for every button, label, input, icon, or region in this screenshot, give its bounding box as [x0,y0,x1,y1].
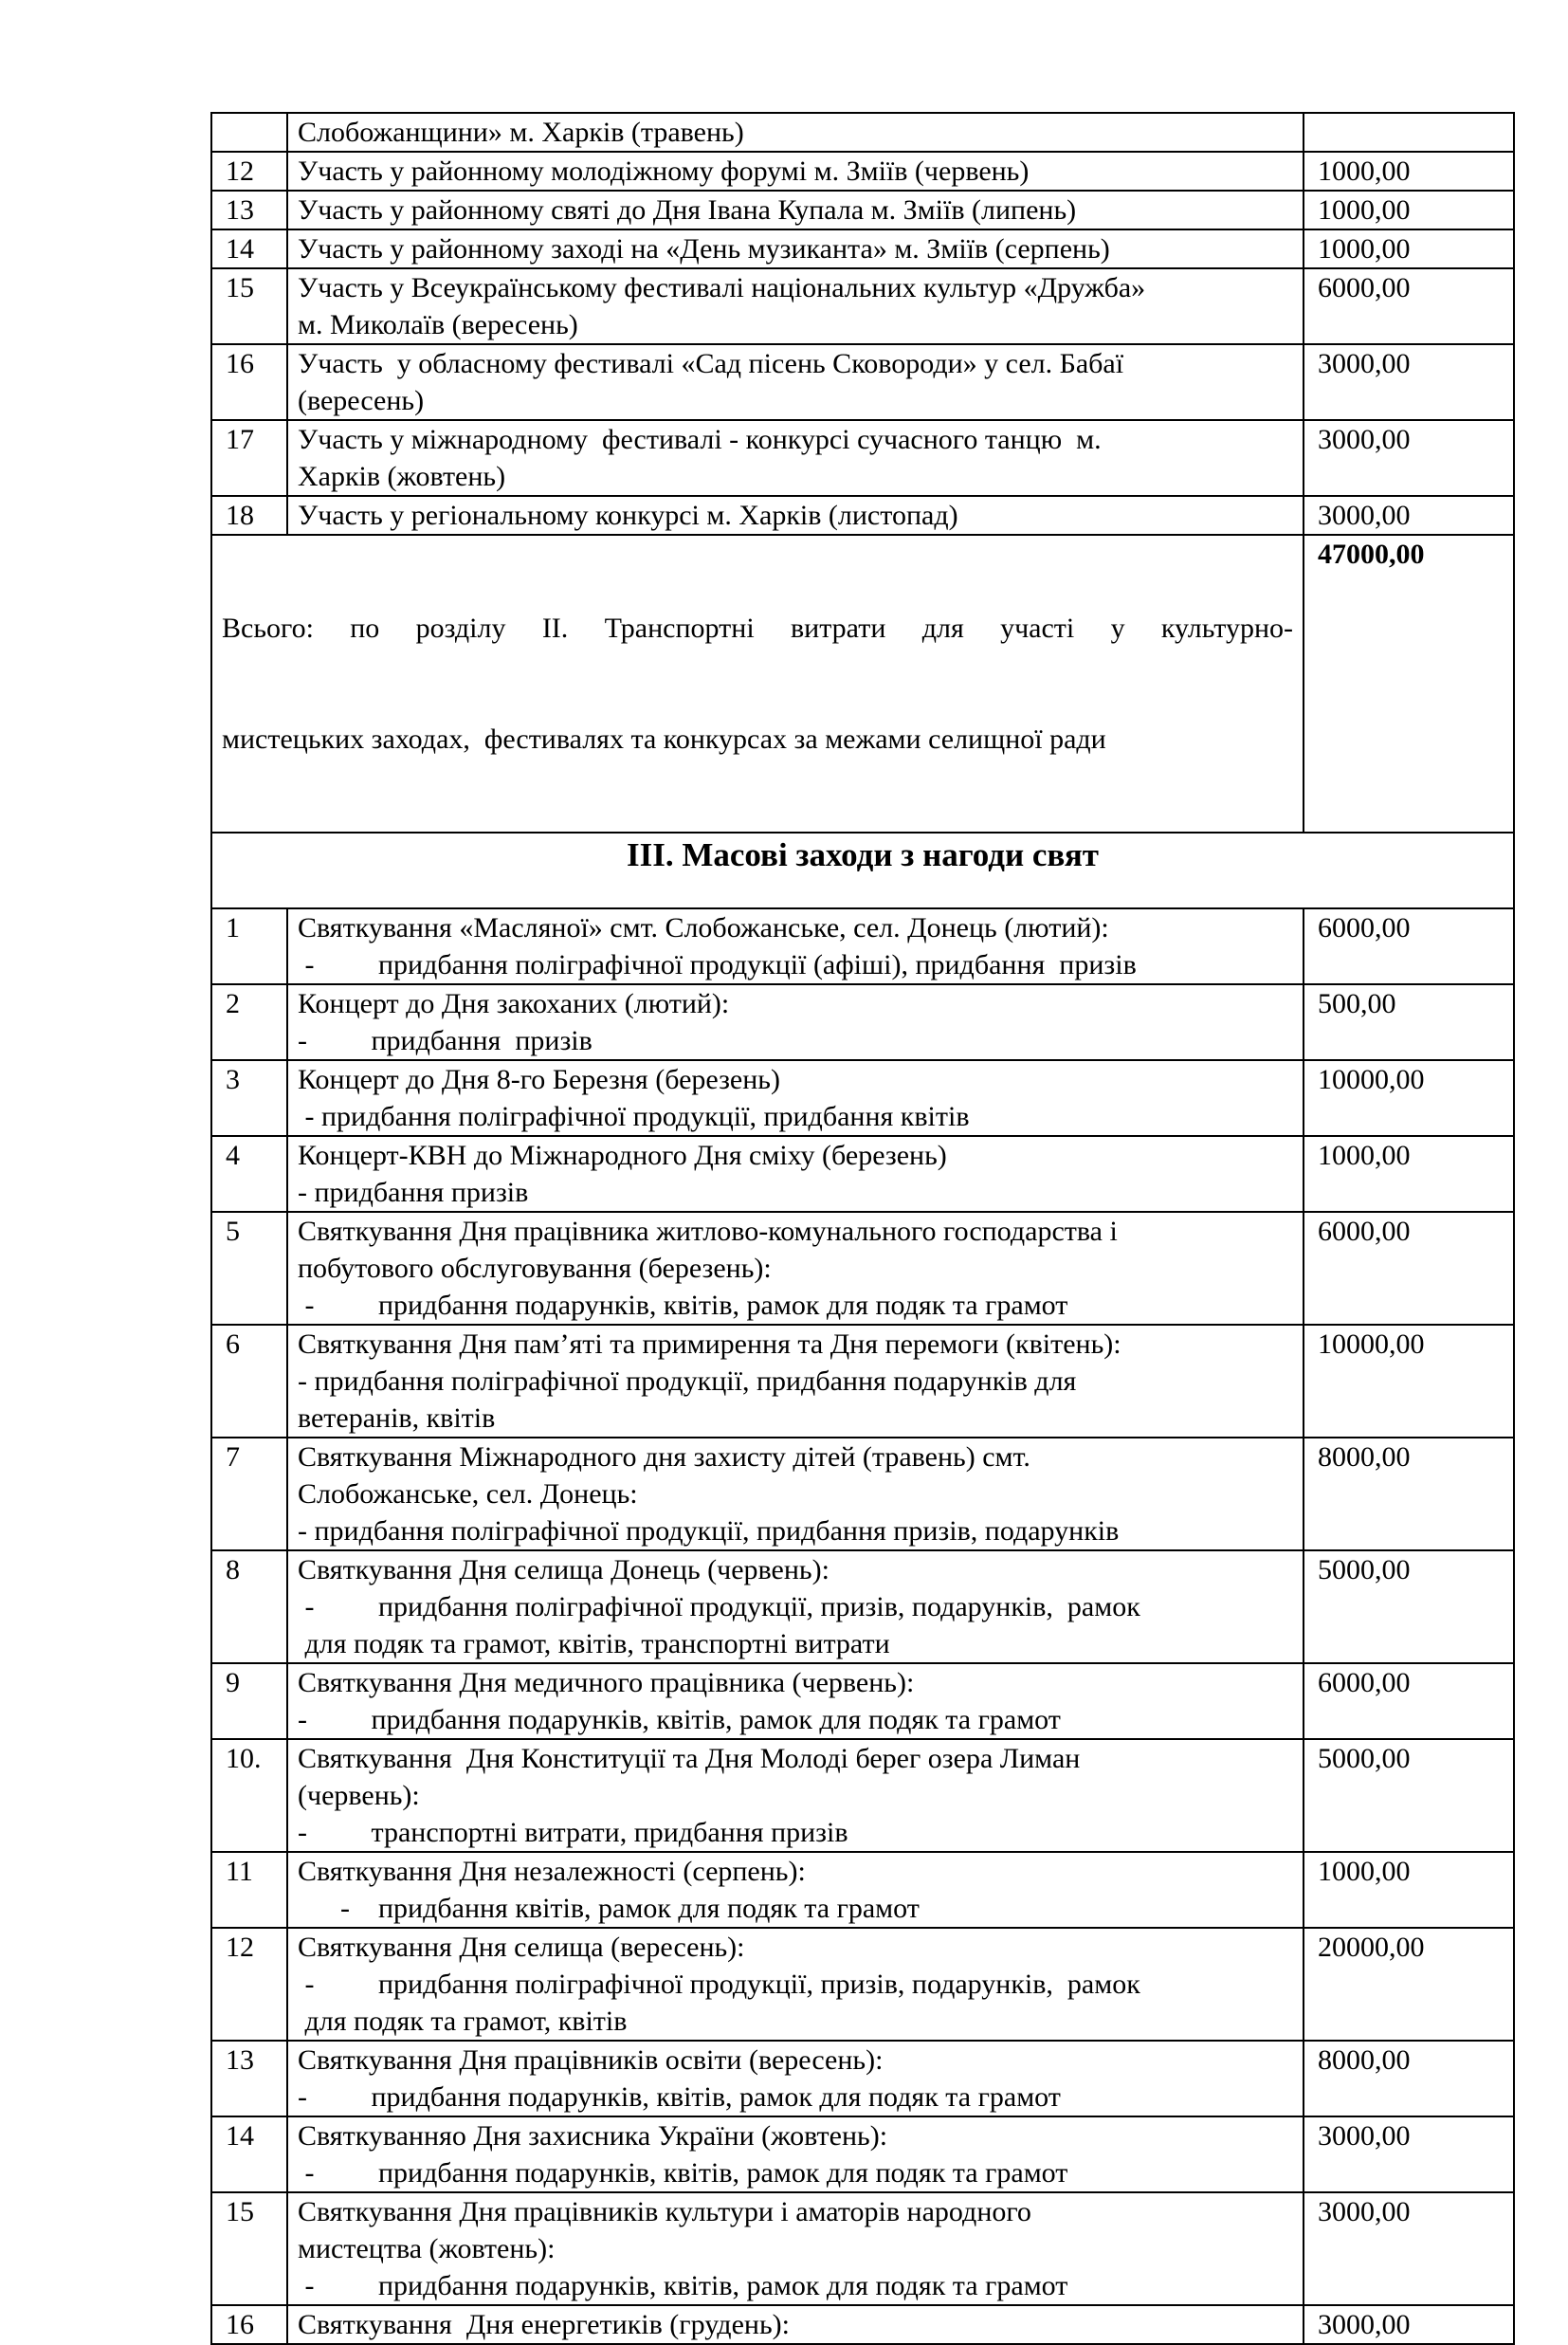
row-description [287,1325,1304,1438]
description-line: - придбання поліграфічної продукції, придбання призів, подарунків [298,1515,1120,1547]
row-number: 10. [211,1739,287,1852]
description-line: Святкування Дня селища (вересень): [298,1932,745,1963]
row-amount: 5000,00 [1304,1550,1514,1663]
table-row [211,1060,1514,1136]
row-amount: 1000,00 [1304,1852,1514,1928]
row-number: 13 [211,2041,287,2116]
description-line: - придбання подарунків, квітів, рамок для подяк та грамот [298,2081,1061,2113]
row-amount: 10000,00 [1304,1060,1514,1136]
table-row [211,152,1514,191]
row-description [287,1136,1304,1212]
row-amount: 1000,00 [1304,229,1514,268]
description-line: Святкування Дня медичного працівника (червень): [298,1667,915,1698]
description-line: для подяк та грамот, квітів [298,2006,628,2037]
description-line: Концерт до Дня закоханих (лютий): [298,988,730,1019]
table-row [211,1212,1514,1325]
description-line: Участь у районному молодіжному форумі м. Зміїв (червень) [298,156,1030,187]
description-line: Участь у обласному фестивалі «Сад пісень Сковороди» у сел. Бабаї [298,348,1124,379]
row-number: 8 [211,1550,287,1663]
row-description [287,496,1304,535]
description-line: - транспортні витрати, придбання призів [298,1817,848,1848]
row-number [211,113,287,152]
description-line: м. Миколаїв (вересень) [298,309,578,340]
table-row [211,113,1514,152]
description-line: Святкування Міжнародного дня захисту дітей (травень) смт. [298,1441,1030,1473]
description-line: - придбання подарунків, квітів, рамок для подяк та грамот [298,2157,1068,2189]
row-amount: 8000,00 [1304,1438,1514,1550]
row-description [287,420,1304,496]
table-row [211,1438,1514,1550]
row-amount: 500,00 [1304,984,1514,1060]
row-amount: 3000,00 [1304,496,1514,535]
row-number: 15 [211,2192,287,2305]
description-line: (червень): [298,1780,420,1811]
document-page [210,112,1513,2345]
table-body-section-2 [211,113,1514,535]
total-amount: 47000,00 [1304,535,1514,833]
table-row [211,268,1514,344]
table-row [211,1928,1514,2041]
table-section-head [211,833,1514,908]
row-description [287,229,1304,268]
table-row [211,984,1514,1060]
row-amount: 6000,00 [1304,1212,1514,1325]
table-row [211,1136,1514,1212]
row-amount: 20000,00 [1304,1928,1514,2041]
description-line: Участь у міжнародному фестивалі - конкурсі сучасного танцю м. [298,424,1102,455]
table-row [211,2192,1514,2305]
description-line: Слобожанщини» м. Харків (травень) [298,117,744,148]
row-amount: 5000,00 [1304,1739,1514,1852]
total-text [211,535,1304,833]
table-row [211,1325,1514,1438]
row-description [287,2116,1304,2192]
table-row [211,2041,1514,2116]
row-description [287,2192,1304,2305]
description-line: мистецтва (жовтень): [298,2233,556,2264]
table-row [211,229,1514,268]
table-row [211,344,1514,420]
description-line: (вересень) [298,385,425,416]
row-number: 6 [211,1325,287,1438]
description-line: Святкування Дня незалежності (серпень): [298,1856,806,1887]
description-line: - придбання подарунків, квітів, рамок для подяк та грамот [298,2270,1068,2301]
description-line: - придбання поліграфічної продукції, придбання квітів [298,1101,970,1132]
description-line: для подяк та грамот, квітів, транспортні витрати [298,1628,890,1659]
row-number: 17 [211,420,287,496]
row-number: 15 [211,268,287,344]
row-number: 12 [211,1928,287,2041]
description-line: Участь у регіональному конкурсі м. Харків (листопад) [298,500,958,531]
budget-table [210,112,1515,2345]
row-number: 14 [211,229,287,268]
description-line: - придбання призів [298,1177,529,1208]
row-amount: 10000,00 [1304,1325,1514,1438]
row-description [287,908,1304,984]
description-line: - придбання поліграфічної продукції (афіші), придбання призів [298,949,1137,980]
description-line: - придбання поліграфічної продукції, призів, подарунків, рамок [298,1969,1140,2000]
description-line: Святкування Дня працівників культури і аматорів народного [298,2196,1031,2227]
description-line: - придбання поліграфічної продукції, призів, подарунків, рамок [298,1591,1140,1622]
description-line: побутового обслуговування (березень): [298,1253,772,1284]
table-row [211,420,1514,496]
row-number: 11 [211,1852,287,1928]
table-row [211,1739,1514,1852]
table-body-section-3 [211,908,1514,2344]
row-description [287,2041,1304,2116]
row-number: 16 [211,2305,287,2344]
table-row [211,1852,1514,1928]
row-amount: 1000,00 [1304,191,1514,229]
total-line-2: мистецьких заходах, фестивалях та конкурсах за межами селищної ради [222,724,1106,755]
row-number: 16 [211,344,287,420]
description-line: - придбання поліграфічної продукції, придбання подарунків для [298,1365,1077,1397]
row-amount: 6000,00 [1304,1663,1514,1739]
table-row [211,1663,1514,1739]
total-row [211,535,1514,833]
row-number: 13 [211,191,287,229]
row-description [287,984,1304,1060]
description-line: Участь у районному святі до Дня Івана Купала м. Зміїв (липень) [298,194,1077,226]
description-line: Святкування Дня енергетиків (грудень): [298,2309,790,2340]
description-line: - придбання подарунків, квітів, рамок для подяк та грамот [298,1290,1068,1321]
row-amount: 3000,00 [1304,420,1514,496]
description-line: Святкування Дня пам’яті та примирення та Дня перемоги (квітень): [298,1328,1121,1360]
description-line: - придбання призів [298,1025,593,1056]
table-row [211,2116,1514,2192]
description-line: Святкуванняо Дня захисника України (жовтень): [298,2120,888,2152]
row-number: 18 [211,496,287,535]
row-amount: 6000,00 [1304,268,1514,344]
row-description [287,1663,1304,1739]
row-description [287,1739,1304,1852]
section-title: ІІІ. Масові заходи з нагоди свят [211,833,1514,908]
row-description [287,1852,1304,1928]
table-row [211,908,1514,984]
description-line: ветеранів, квітів [298,1402,496,1434]
row-amount: 3000,00 [1304,2116,1514,2192]
row-number: 9 [211,1663,287,1739]
total-line-1: Всього: по розділу ІІ. Транспортні витрати для участі у культурно- [222,613,1293,644]
table-row [211,191,1514,229]
row-description [287,1438,1304,1550]
description-line: Харків (жовтень) [298,461,506,492]
row-description [287,268,1304,344]
row-amount: 3000,00 [1304,2192,1514,2305]
description-line: Концерт до Дня 8-го Березня (березень) [298,1064,780,1095]
description-line: Святкування Дня Конституції та Дня Молоді берег озера Лиман [298,1743,1081,1774]
description-line: Святкування Дня селища Донець (червень): [298,1554,830,1585]
table-row [211,1550,1514,1663]
description-line: Концерт-КВН до Міжнародного Дня сміху (березень) [298,1140,947,1171]
row-number: 2 [211,984,287,1060]
row-description [287,113,1304,152]
row-amount: 1000,00 [1304,152,1514,191]
row-number: 5 [211,1212,287,1325]
row-description [287,152,1304,191]
table-row [211,496,1514,535]
row-amount: 3000,00 [1304,344,1514,420]
row-number: 4 [211,1136,287,1212]
row-number: 14 [211,2116,287,2192]
row-amount: 3000,00 [1304,2305,1514,2344]
description-line: Слобожанське, сел. Донець: [298,1478,638,1510]
row-description [287,2305,1304,2344]
row-description [287,191,1304,229]
row-description [287,1060,1304,1136]
description-line: - придбання подарунків, квітів, рамок для подяк та грамот [298,1704,1061,1735]
row-description [287,1550,1304,1663]
row-number: 12 [211,152,287,191]
description-line: Участь у Всеукраїнському фестивалі національних культур «Дружба» [298,272,1146,303]
section-heading-row [211,833,1514,908]
row-description [287,344,1304,420]
row-amount [1304,113,1514,152]
row-number: 1 [211,908,287,984]
row-amount: 6000,00 [1304,908,1514,984]
table-total [211,535,1514,833]
description-line: Участь у районному заході на «День музиканта» м. Зміїв (серпень) [298,233,1110,265]
description-line: Святкування Дня працівника житлово-комунального господарства і [298,1216,1118,1247]
row-amount: 8000,00 [1304,2041,1514,2116]
table-row [211,2305,1514,2344]
description-line: - придбання квітів, рамок для подяк та грамот [298,1893,920,1924]
row-description [287,1212,1304,1325]
description-line: Святкування «Масляної» смт. Слобожанське, сел. Донець (лютий): [298,912,1109,943]
row-number: 7 [211,1438,287,1550]
description-line: Святкування Дня працівників освіти (вересень): [298,2044,884,2076]
row-amount: 1000,00 [1304,1136,1514,1212]
row-description [287,1928,1304,2041]
row-number: 3 [211,1060,287,1136]
